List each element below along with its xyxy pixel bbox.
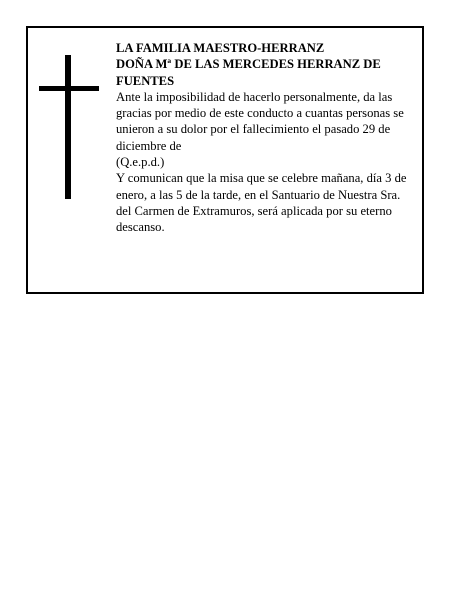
cross-horizontal-bar [39,86,99,91]
notice-text [116,40,418,236]
deceased-name: DOÑA Mª DE LAS MERCEDES HERRANZ DE FUENTES [116,57,381,88]
thanks-paragraph: Ante la imposibilidad de hacerlo personalmente, da las gracias por medio de este conducto a cuantas personas se unieron a su dolor por el fallecimiento el pasado 29 de diciembre de [116,89,404,153]
obituary-notice [26,26,424,294]
cross-vertical-bar [65,55,71,199]
mass-paragraph: Y comunican que la misa que se celebre mañana, día 3 de enero, a las 5 de la tarde, en el Santuario de Nuestra Sra. del Carmen de Extramuros, será aplicada por su eterno descanso. [116,171,407,235]
qepd-line: (Q.e.p.d.) [116,155,165,170]
family-heading: LA FAMILIA MAESTRO-HERRANZ [116,41,325,55]
